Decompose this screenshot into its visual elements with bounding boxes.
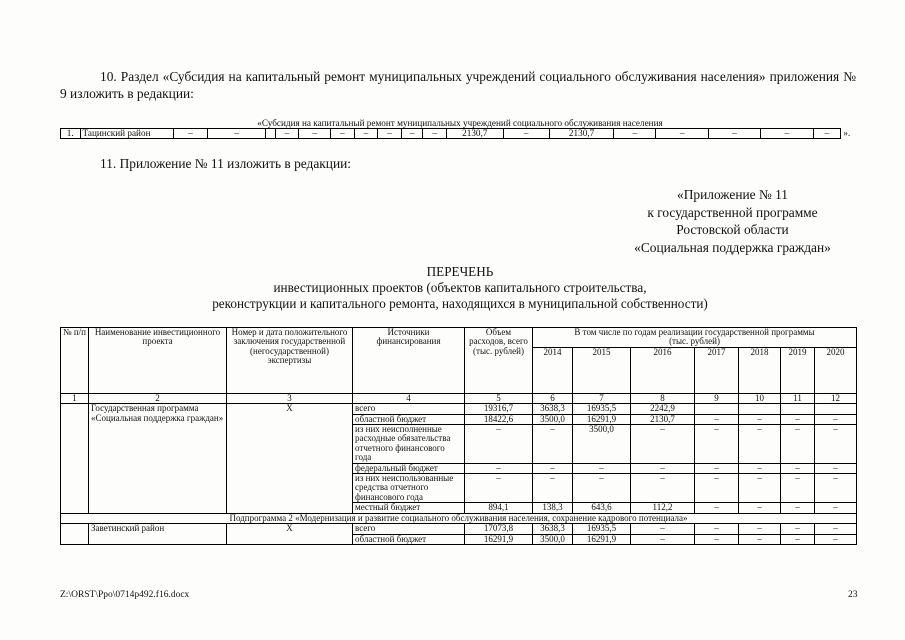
title-line: инвестиционных проектов (объектов капитального строительства, (273, 280, 647, 295)
table-cell (266, 129, 275, 139)
value-cell: 16935,5 (573, 404, 631, 414)
table-row (61, 129, 861, 139)
appendix-line: Ростовской области (676, 222, 789, 237)
project-name: Заветинский район (89, 524, 227, 545)
subsidy-table-caption: «Субсидия на капитальный ремонт муниципальных учреждений социального обслуживания населения (257, 118, 663, 128)
table-cell: – (656, 129, 708, 139)
value-cell: 19316,7 (465, 404, 533, 414)
value-cell: – (631, 425, 695, 464)
table-cell: – (708, 129, 760, 139)
value-cell: – (781, 425, 815, 464)
value-cell: – (815, 474, 857, 503)
investment-projects-table (60, 327, 857, 545)
value-cell: 3500,0 (533, 534, 573, 544)
header-row (61, 328, 857, 348)
table-cell: – (503, 129, 549, 139)
value-cell: – (533, 474, 573, 503)
header-num: № п/п (61, 328, 89, 394)
value-cell: 3500,0 (573, 425, 631, 464)
header-year: 2020 (815, 347, 857, 393)
table-cell: – (401, 129, 423, 139)
title-line: реконструкции и капитального ремонта, находящихся в муниципальной собственности) (212, 296, 708, 311)
section-11-text: 11. Приложение № 11 изложить в редакции: (100, 156, 352, 171)
value-cell: – (739, 524, 781, 534)
table-cell: 2130,7 (549, 129, 614, 139)
value-cell: 16935,5 (573, 524, 631, 534)
col-number: 2 (89, 393, 227, 403)
header-year: 2018 (739, 347, 781, 393)
source-cell: местный бюджет (353, 503, 465, 513)
value-cell: – (631, 463, 695, 473)
value-cell: – (695, 534, 739, 544)
header-name: Наименование инвестиционного проекта (89, 328, 227, 394)
value-cell: – (573, 463, 631, 473)
value-cell: 894,1 (465, 503, 533, 513)
source-cell: из них неиспользованные средства отчетного финансового года (353, 474, 465, 503)
value-cell: 3638,3 (533, 404, 573, 414)
conclusion-cell: Х (227, 404, 353, 513)
header-year: 2019 (781, 347, 815, 393)
page-number: 23 (848, 590, 858, 600)
table-cell: – (275, 129, 299, 139)
value-cell: – (695, 524, 739, 534)
value-cell: – (695, 474, 739, 503)
footer-file-path: Z:\ORST\Ppo\0714p492.f16.docx (60, 590, 190, 600)
value-cell: – (739, 463, 781, 473)
table-cell: – (614, 129, 656, 139)
value-cell (695, 404, 739, 414)
col-number: 7 (573, 393, 631, 403)
value-cell: – (781, 534, 815, 544)
table-row (61, 404, 857, 414)
appendix-line: «Приложение № 11 (677, 187, 788, 202)
table-row (61, 524, 857, 534)
col-number: 1 (61, 393, 89, 403)
value-cell: – (533, 425, 573, 464)
value-cell: – (815, 414, 857, 424)
header-year: 2016 (631, 347, 695, 393)
value-cell: – (695, 425, 739, 464)
value-cell: – (781, 463, 815, 473)
value-cell: – (781, 414, 815, 424)
table-cell: 1. (61, 129, 81, 139)
document-title (60, 264, 860, 312)
project-name: Государственная программа «Социальная поддержка граждан» (89, 404, 227, 513)
appendix-line: к государственной программе (647, 204, 818, 220)
table-cell: 2130,7 (447, 129, 503, 139)
source-cell: федеральный бюджет (353, 463, 465, 473)
value-cell: – (631, 534, 695, 544)
col-number: 12 (815, 393, 857, 403)
table-cell: – (423, 129, 447, 139)
value-cell: – (631, 474, 695, 503)
value-cell: – (815, 463, 857, 473)
source-cell: из них неисполненные расходные обязательства отчетного финансового года (353, 425, 465, 464)
value-cell: – (781, 503, 815, 513)
appendix-header (600, 186, 865, 256)
value-cell: 2130,7 (631, 414, 695, 424)
value-cell (781, 404, 815, 414)
col-number: 9 (695, 393, 739, 403)
value-cell: 3500,0 (533, 414, 573, 424)
value-cell: – (465, 474, 533, 503)
value-cell (815, 404, 857, 414)
value-cell: – (465, 463, 533, 473)
appendix-line: «Социальная поддержка граждан» (634, 239, 831, 255)
title-line: ПЕРЕЧЕНЬ (426, 264, 494, 279)
header-year: 2017 (695, 347, 739, 393)
header-conclusion: Номер и дата положительного заключения государственной (негосударственной) экспертизы (227, 328, 353, 394)
value-cell: – (695, 414, 739, 424)
value-cell: – (533, 463, 573, 473)
column-numbers-row (61, 393, 857, 403)
col-number: 11 (781, 393, 815, 403)
value-cell: – (739, 425, 781, 464)
header-year: 2015 (573, 347, 631, 393)
conclusion-cell: Х (227, 524, 353, 545)
subsidy-table (60, 128, 860, 139)
header-sources: Источники финансирования (353, 328, 465, 394)
table-cell: – (378, 129, 402, 139)
col-number: 4 (353, 393, 465, 403)
value-cell: – (695, 503, 739, 513)
header-years-group: В том числе по годам реализации государственной программы (тыс. рублей) (533, 328, 857, 348)
col-number: 10 (739, 393, 781, 403)
value-cell: – (815, 524, 857, 534)
table-cell: – (173, 129, 207, 139)
header-volume: Объем расходов, всего (тыс. рублей) (465, 328, 533, 394)
source-cell: областной бюджет (353, 534, 465, 544)
value-cell: 17073,8 (465, 524, 533, 534)
value-cell: – (739, 414, 781, 424)
col-number: 5 (465, 393, 533, 403)
row-num-cell (61, 524, 89, 545)
col-number: 6 (533, 393, 573, 403)
table-cell: – (331, 129, 355, 139)
col-number: 8 (631, 393, 695, 403)
source-cell: областной бюджет (353, 414, 465, 424)
value-cell: – (695, 463, 739, 473)
subprogram-row (61, 513, 857, 523)
table-cell: – (354, 129, 378, 139)
table-cell: – (813, 129, 841, 139)
value-cell: – (781, 474, 815, 503)
section-10-text: 10. Раздел «Субсидия на капитальный ремонт муниципальных учреждений социального обслуживания населения» приложения № 9 изложить в редакции: (60, 69, 856, 101)
value-cell: – (631, 524, 695, 534)
value-cell: – (739, 474, 781, 503)
value-cell: – (815, 425, 857, 464)
value-cell: 16291,9 (465, 534, 533, 544)
table-cell: – (299, 129, 331, 139)
value-cell: – (465, 425, 533, 464)
table-cell: Тацинский район (80, 129, 173, 139)
col-number: 3 (227, 393, 353, 403)
value-cell: 3638,3 (533, 524, 573, 534)
value-cell: 643,6 (573, 503, 631, 513)
value-cell: 16291,9 (573, 414, 631, 424)
row-num-cell (61, 404, 89, 513)
value-cell: – (815, 503, 857, 513)
value-cell: 18422,6 (465, 414, 533, 424)
value-cell (739, 404, 781, 414)
value-cell: – (573, 474, 631, 503)
subprogram-title: Подпрограмма 2 «Модернизация и развитие социального обслуживания населения, сохранение кадрового потенциала» (61, 513, 857, 523)
value-cell: 16291,9 (573, 534, 631, 544)
value-cell: 2242,9 (631, 404, 695, 414)
value-cell: – (739, 503, 781, 513)
value-cell: – (739, 534, 781, 544)
header-year: 2014 (533, 347, 573, 393)
source-cell: всего (353, 524, 465, 534)
table-cell: – (761, 129, 813, 139)
source-cell: всего (353, 404, 465, 414)
value-cell: 138,3 (533, 503, 573, 513)
value-cell: – (781, 524, 815, 534)
value-cell: – (815, 534, 857, 544)
table-cell: ». (841, 129, 860, 139)
table-cell: – (207, 129, 266, 139)
value-cell: 112,2 (631, 503, 695, 513)
